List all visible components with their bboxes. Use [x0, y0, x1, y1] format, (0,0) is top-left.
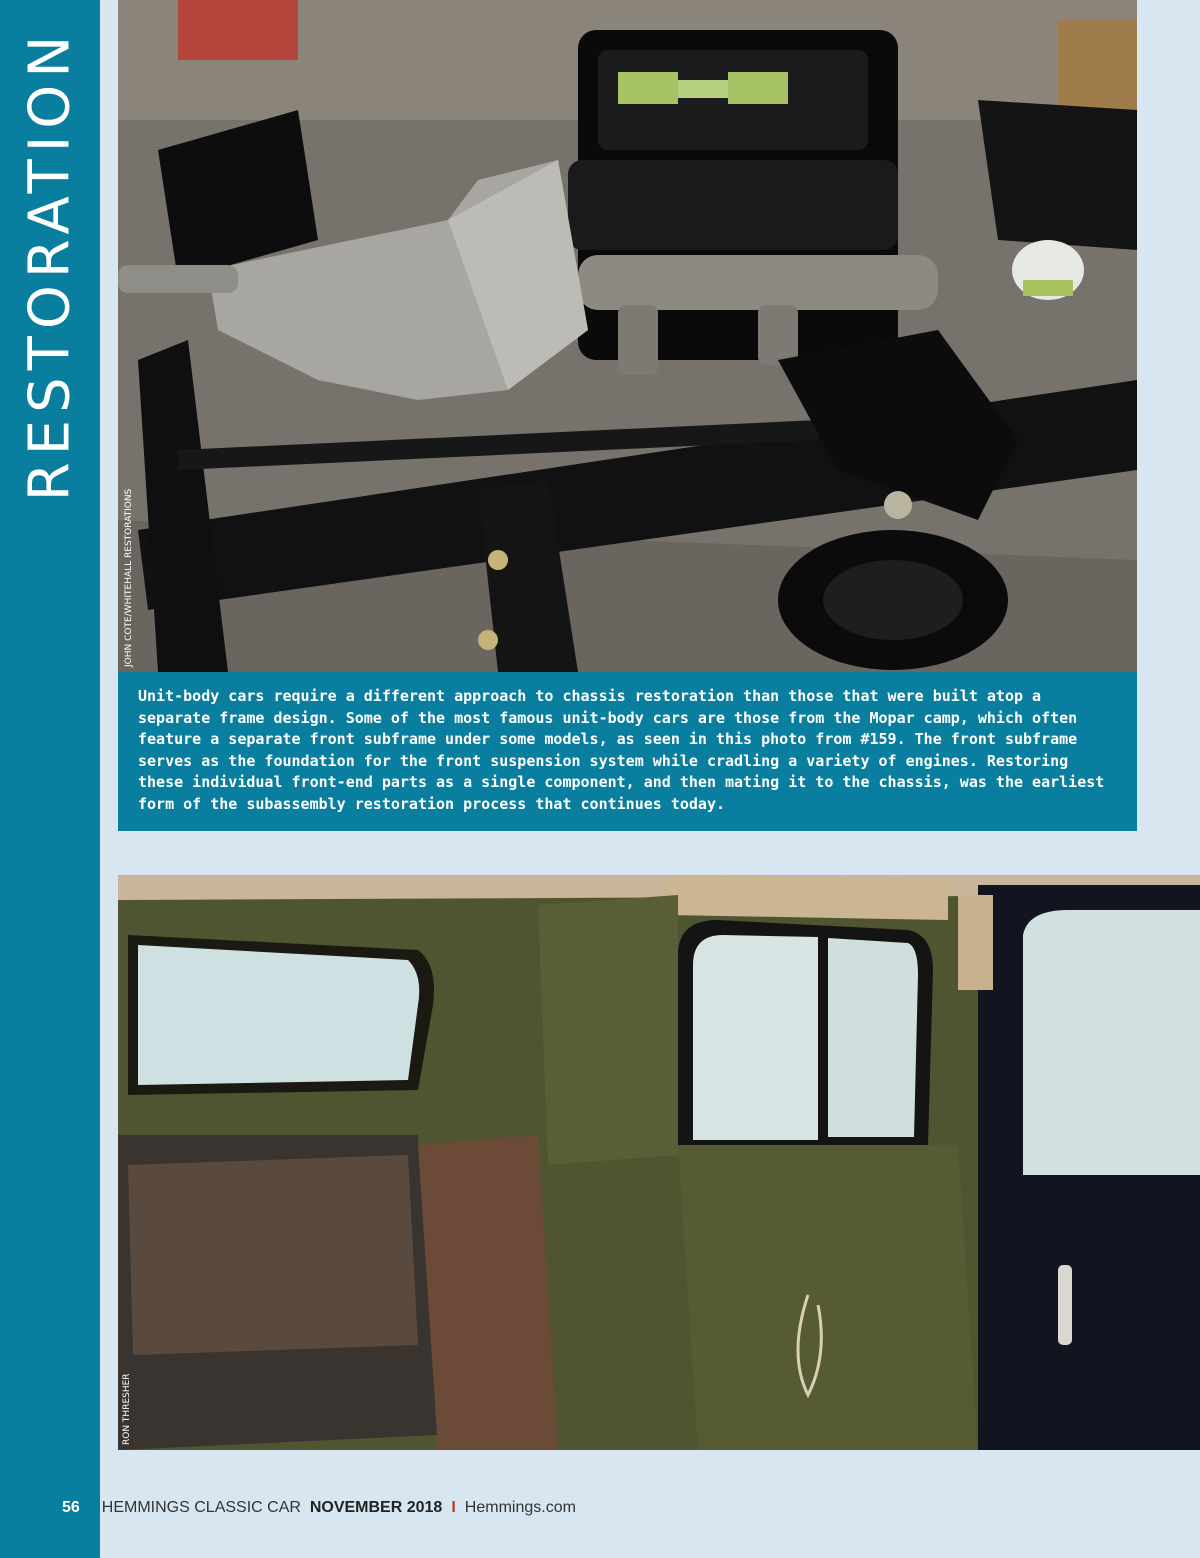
- caption-text: Unit-body cars require a different approach to chassis restoration than those that were built atop a separate frame design. Some of the most famous unit-body cars are those from the Mopar camp, which often feature a separate front subframe under some models, as seen in this photo from #159. The front subframe serves as the foundation for the front suspension system while cradling a variety of engines. Restoring these individual front-end parts as a single component, and then mating it to the chassis, was the earliest form of the subassembly restoration process that continues today.: [138, 687, 1105, 813]
- issue-date: NOVEMBER 2018: [309, 1499, 443, 1516]
- footer-separator: I: [451, 1499, 456, 1516]
- photo-credit-1: JOHN COTE/WHITEHALL RESTORATIONS: [124, 488, 134, 667]
- page-number: 56: [62, 1499, 80, 1516]
- website-link[interactable]: Hemmings.com: [464, 1499, 576, 1516]
- chassis-photo: [118, 0, 1137, 672]
- photo-caption: [118, 672, 1137, 831]
- page-footer: [62, 1499, 576, 1517]
- photo-credit-2: RON THRESHER: [122, 1373, 132, 1445]
- interior-photo-illustration: [118, 875, 1200, 1450]
- interior-photo: [118, 875, 1200, 1450]
- publication-name: HEMMINGS CLASSIC CAR: [101, 1499, 301, 1516]
- section-label-text: RESTORATION: [17, 28, 83, 502]
- chassis-photo-illustration: [118, 0, 1137, 672]
- section-label: [0, 0, 100, 502]
